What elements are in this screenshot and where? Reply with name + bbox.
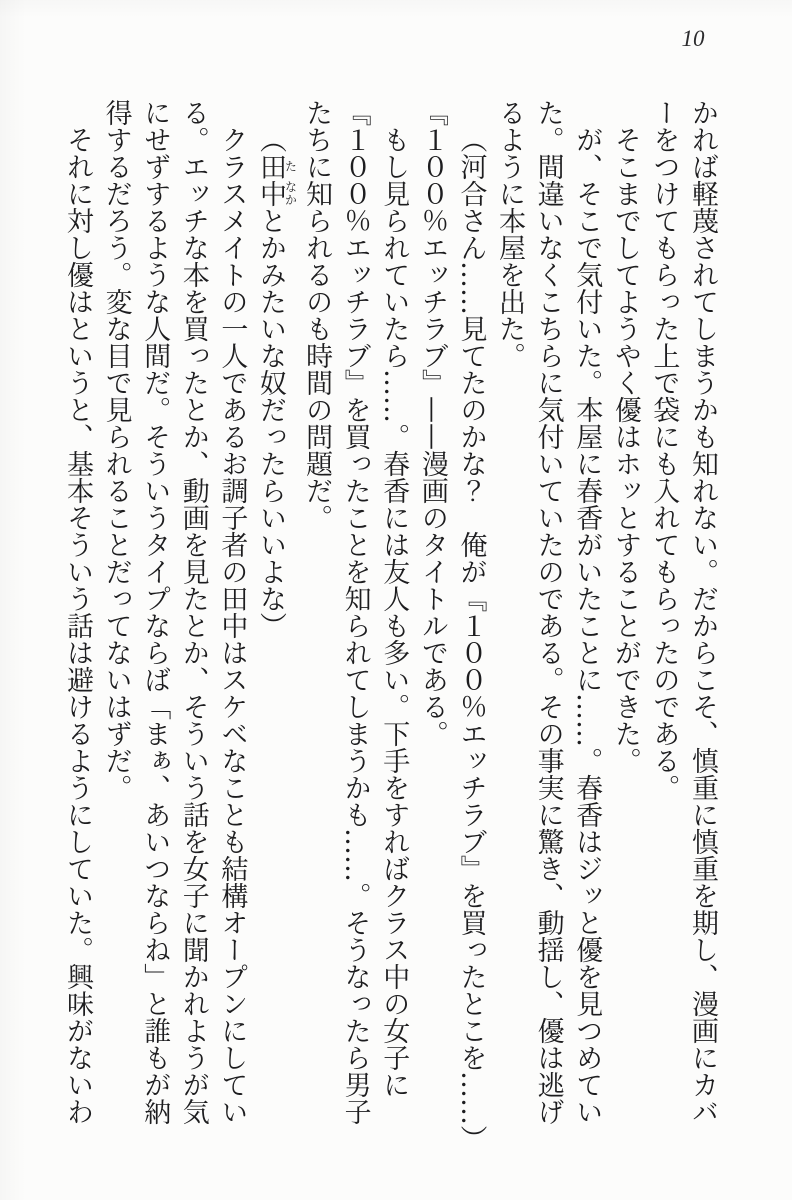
- text-line: それに対し優はというと、基本そういう話は避けるようにしていた。興味がないわ: [62, 126, 93, 1125]
- text-line: そこまでしてようやく優はホッとすることができた。: [609, 126, 641, 774]
- text-line: たちに知られるのも時間の問題だ。: [301, 99, 333, 531]
- text-line: クラスメイトの一人であるお調子者の田中はスケベなことも結構オープンにしてい: [216, 126, 248, 1125]
- text-line: （河合さん……見てたのかな？ 俺が『１００％エッチラブ』を買ったとこを……）: [455, 126, 487, 1152]
- vertical-text-block: [57, 99, 721, 1152]
- text-line: 『１００％エッチラブ』——漫画のタイトルである。: [416, 99, 448, 747]
- text-line: 得するだろう。変な目で見られることだってないはずだ。: [100, 99, 132, 801]
- text-line: （田た中なかとかみたいな奴だったらいいよな）: [254, 126, 298, 639]
- text-line: る。エッチな本を買ったとか、動画を見たとか、そういう話を女子に聞かれようが気: [177, 99, 209, 1125]
- text-line: が、そこで気付いた。本屋に春香がいたことに……。春香はジッと優を見つめてい: [571, 126, 603, 1125]
- text-line: かれば軽蔑されてしまうかも知れない。だからこそ、慎重に慎重を期し、漫画にカバ: [687, 99, 718, 1125]
- text-line: た。間違いなくこちらに気付いていたのである。その事実に驚き、動揺し、優は逃げ: [532, 99, 564, 1125]
- text-line: るように本屋を出た。: [494, 99, 526, 369]
- ruby-annotation: 田た: [254, 153, 298, 180]
- ruby-annotation: 中なか: [254, 180, 298, 207]
- text-line: にせずするような人間だ。そういうタイプならば「まぁ、あいつならね」と誰もが納: [139, 99, 171, 1125]
- text-line: ーをつけてもらった上で袋にも入れてもらったのである。: [648, 99, 680, 801]
- text-line: もし見られていたら……。春香には友人も多い。下手をすればクラス中の女子に: [378, 126, 410, 1098]
- page-number: 10: [681, 26, 705, 51]
- text-line: 『１００％エッチラブ』を買ったことを知られてしまうかも……。そうなったら男子: [339, 99, 371, 1125]
